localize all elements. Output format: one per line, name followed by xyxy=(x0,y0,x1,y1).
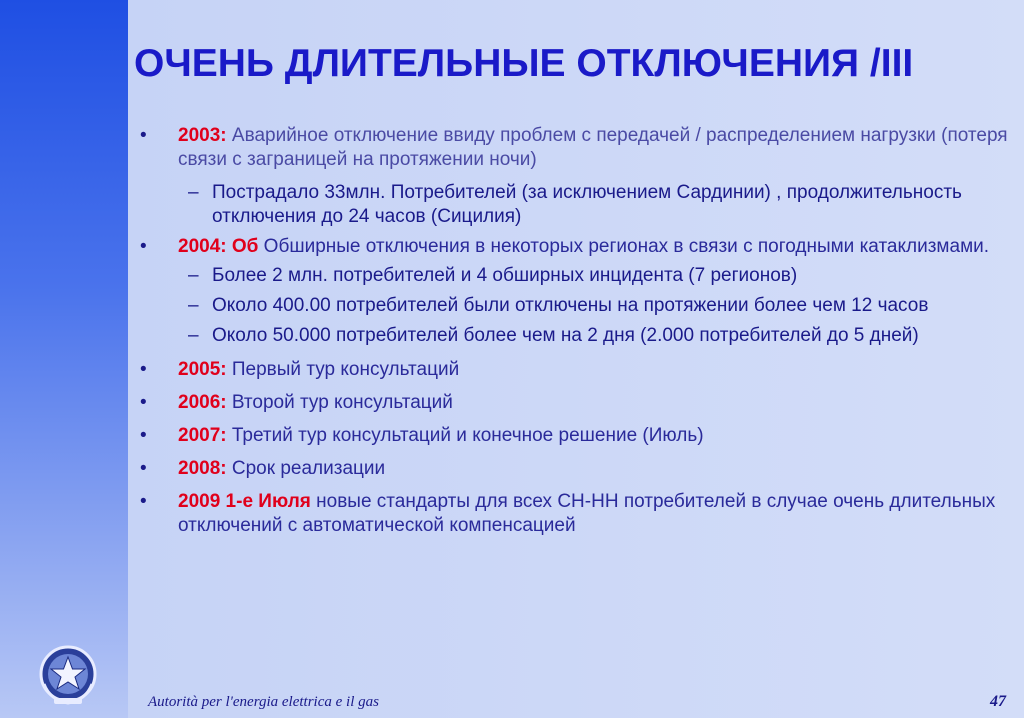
year-label: 2006: xyxy=(178,392,227,413)
sub-item xyxy=(140,294,1015,318)
dash-icon: – xyxy=(188,265,199,286)
italian-republic-emblem-icon xyxy=(36,640,100,710)
sub-item xyxy=(140,264,1015,288)
item-text: Аварийное отключение ввиду проблем с передачей / распределением нагрузки (потеря связи с заграницей на протяжении ночи) xyxy=(178,125,1008,170)
page-number: 47 xyxy=(990,693,1006,710)
item-text: Обширные отключения в некоторых регионах в связи с погодными катаклизмами. xyxy=(263,236,990,257)
bullet-icon: • xyxy=(140,491,147,512)
list-item-2003 xyxy=(140,124,1015,172)
item-text: Третий тур консультаций и конечное решение (Июль) xyxy=(231,425,704,446)
bullet-icon: • xyxy=(140,125,147,146)
sub-item-text: Около 400.00 потребителей были отключены на протяжении более чем 12 часов xyxy=(212,295,929,316)
year-label: 2008: xyxy=(178,458,227,479)
slide-content xyxy=(140,124,1015,547)
year-label: 2009 1-е Июля xyxy=(178,491,311,512)
list-item-2007 xyxy=(140,424,1015,448)
item-text: Второй тур консультаций xyxy=(231,392,453,413)
year-label: 2004: Об xyxy=(178,236,259,257)
list-item-2006 xyxy=(140,391,1015,415)
list-item-2004 xyxy=(140,235,1015,259)
sublist-2004 xyxy=(140,264,1015,348)
left-gradient-band xyxy=(0,0,128,718)
sub-item-text: Пострадало 33млн. Потребителей (за исключением Сардинии) , продолжительность отключения до 24 часов (Сицилия) xyxy=(212,182,962,227)
sub-item xyxy=(140,181,1015,229)
dash-icon: – xyxy=(188,325,199,346)
sub-item-text: Более 2 млн. потребителей и 4 обширных инцидента (7 регионов) xyxy=(212,265,798,286)
list-item-2005 xyxy=(140,358,1015,382)
year-label: 2005: xyxy=(178,359,227,380)
sub-item xyxy=(140,324,1015,348)
bullet-icon: • xyxy=(140,392,147,413)
bullet-icon: • xyxy=(140,425,147,446)
dash-icon: – xyxy=(188,295,199,316)
list-item-2008 xyxy=(140,457,1015,481)
sub-item-text: Около 50.000 потребителей более чем на 2 дня (2.000 потребителей до 5 дней) xyxy=(212,325,919,346)
sublist-2003 xyxy=(140,181,1015,229)
year-label: 2007: xyxy=(178,425,227,446)
bullet-icon: • xyxy=(140,458,147,479)
item-text: Срок реализации xyxy=(231,458,386,479)
footer-organization: Autorità per l'energia elettrica e il gas xyxy=(148,694,379,710)
bullet-icon: • xyxy=(140,236,147,257)
item-text: Первый тур консультаций xyxy=(231,359,460,380)
dash-icon: – xyxy=(188,182,199,203)
list-item-2009 xyxy=(140,490,1015,538)
item-text: новые стандарты для всех СН-НН потребителей в случае очень длительных отключений с автоматической компенсацией xyxy=(178,491,996,536)
year-label: 2003: xyxy=(178,125,227,146)
slide-title: ОЧЕНЬ ДЛИТЕЛЬНЫЕ ОТКЛЮЧЕНИЯ /III xyxy=(134,42,914,85)
bullet-icon: • xyxy=(140,359,147,380)
